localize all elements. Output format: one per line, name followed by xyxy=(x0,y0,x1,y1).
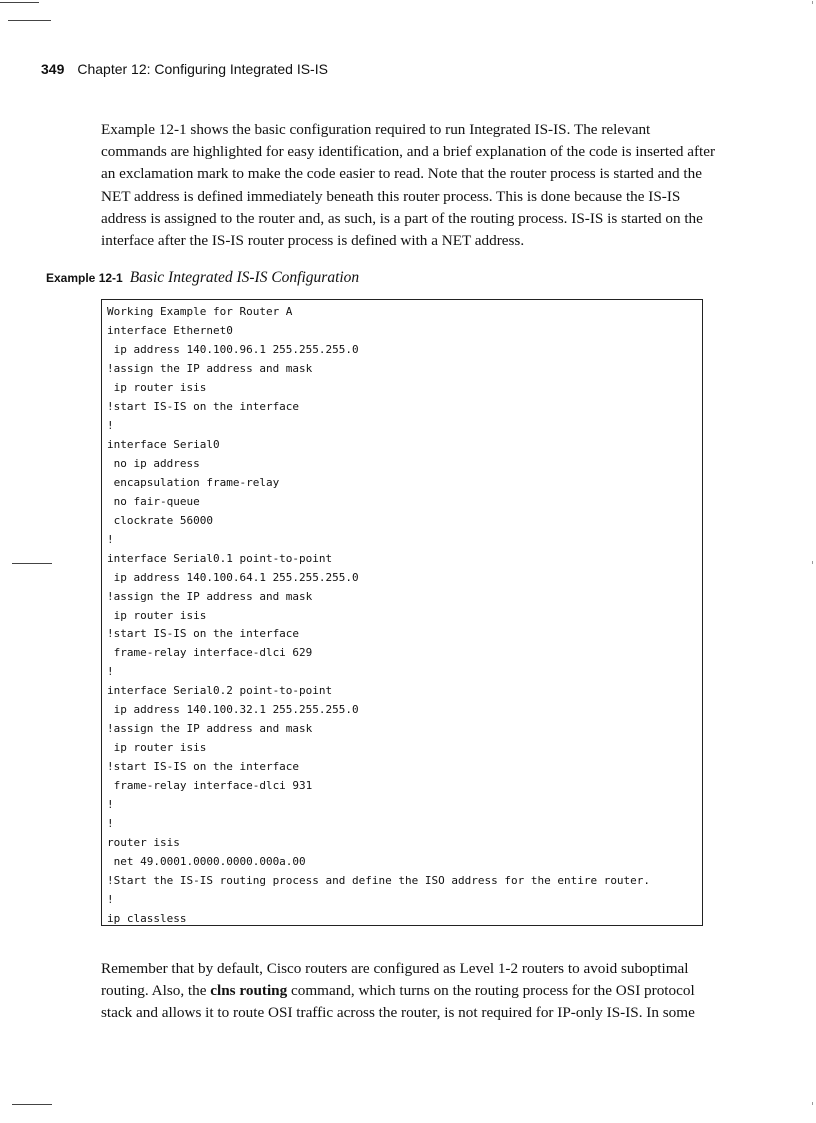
code-line: ip classless xyxy=(107,912,187,925)
example-label: Example 12-1 xyxy=(46,271,123,285)
code-line: ip router isis xyxy=(107,741,207,755)
code-line: ip address 140.100.96.1 255.255.255.0 xyxy=(107,342,359,356)
crop-mark-bottom-left xyxy=(12,1104,52,1105)
code-line: interface Serial0.1 point-to-point xyxy=(107,551,333,565)
paragraph-line xyxy=(101,980,707,1002)
code-line: frame-relay interface-dlci 931 xyxy=(107,779,313,793)
paragraph-line: Example 12-1 shows the basic configuration required to run Integrated IS-IS. The relevant xyxy=(101,121,651,138)
example-heading xyxy=(46,269,359,287)
code-line: Working Example for Router A xyxy=(107,305,293,318)
code-line: !assign the IP address and mask xyxy=(107,589,313,603)
code-line: clockrate 56000 xyxy=(107,513,213,527)
code-line: ip router isis xyxy=(107,380,207,394)
paragraph-line: address is assigned to the router and, as such, is a part of the routing process. IS-IS is started on the xyxy=(101,209,703,227)
text-run: routing. Also, the xyxy=(101,982,211,1000)
code-line: frame-relay interface-dlci 629 xyxy=(107,646,313,660)
crop-mark-top-left-1 xyxy=(0,2,39,3)
code-line: ip address 140.100.64.1 255.255.255.0 xyxy=(107,570,359,584)
code-line: ! xyxy=(107,665,114,679)
paragraph-line: Remember that by default, Cisco routers are configured as Level 1-2 routers to avoid suboptimal xyxy=(101,960,689,977)
paragraph-line: NET address is defined immediately beneath this router process. This is done because the IS-IS xyxy=(101,187,681,205)
code-line: router isis xyxy=(107,836,180,850)
code-line: !assign the IP address and mask xyxy=(107,722,313,736)
code-line: !start IS-IS on the interface xyxy=(107,399,300,413)
intro-paragraph xyxy=(101,119,716,252)
chapter-title: Chapter 12: Configuring Integrated IS-IS xyxy=(77,61,328,77)
paragraph-line: commands are highlighted for easy identification, and a brief explanation of the code is inserted after xyxy=(101,143,716,161)
code-line: no fair-queue xyxy=(107,494,200,508)
code-listing xyxy=(101,299,703,926)
code-line: no ip address xyxy=(107,456,200,470)
code-line: interface Serial0 xyxy=(107,437,220,451)
code-line: ! xyxy=(107,418,114,432)
code-line: net 49.0001.0000.0000.000a.00 xyxy=(107,855,306,869)
crop-tick-top-right xyxy=(812,1,813,4)
code-line: interface Ethernet0 xyxy=(107,323,233,337)
example-title: Basic Integrated IS-IS Configuration xyxy=(129,269,360,286)
code-line: !start IS-IS on the interface xyxy=(107,760,300,774)
code-line: !start IS-IS on the interface xyxy=(107,627,300,641)
paragraph-line: interface after the IS-IS router process is defined with a NET address. xyxy=(101,232,525,250)
code-line: ! xyxy=(107,798,114,812)
code-line: ip address 140.100.32.1 255.255.255.0 xyxy=(107,703,359,717)
code-line: encapsulation frame-relay xyxy=(107,475,280,489)
code-line: interface Serial0.2 point-to-point xyxy=(107,684,333,698)
code-line: !Start the IS-IS routing process and define the ISO address for the entire router. xyxy=(107,874,651,888)
crop-mark-middle-left xyxy=(12,563,52,564)
code-line: ip router isis xyxy=(107,608,207,622)
text-run: command, which turns on the routing process for the OSI protocol xyxy=(287,982,695,1000)
command-name: clns routing xyxy=(210,982,288,1000)
code-line: !assign the IP address and mask xyxy=(107,361,313,375)
running-head xyxy=(41,61,328,77)
paragraph-line: stack and allows it to route OSI traffic across the router, is not required for IP-only IS-IS. In some xyxy=(101,1004,695,1022)
paragraph-line: an exclamation mark to make the code easier to read. Note that the router process is started and the xyxy=(101,165,702,183)
crop-tick-bottom-right xyxy=(812,1102,813,1105)
page-number: 349 xyxy=(41,61,65,77)
code-line: ! xyxy=(107,817,114,831)
code-line: ! xyxy=(107,532,114,546)
crop-tick-middle-right xyxy=(812,561,813,564)
code-line: ! xyxy=(107,893,114,907)
crop-mark-top-left-2 xyxy=(8,20,51,21)
closing-paragraph xyxy=(101,958,707,1025)
